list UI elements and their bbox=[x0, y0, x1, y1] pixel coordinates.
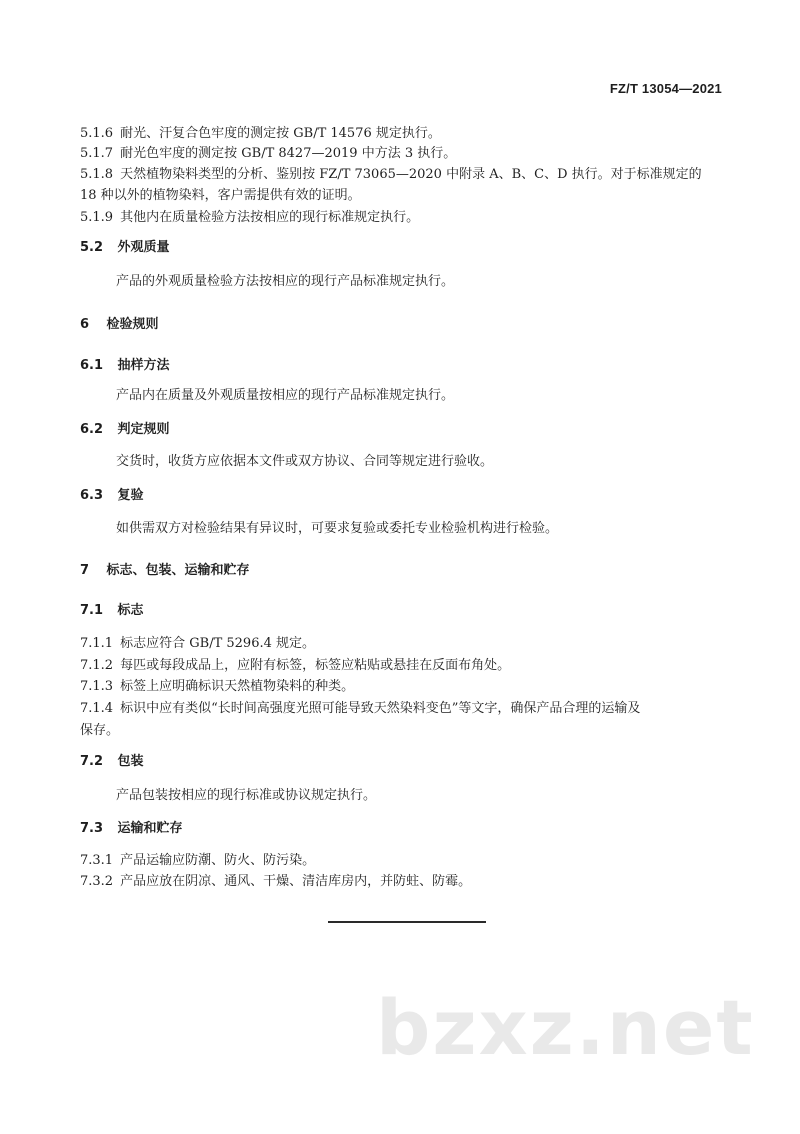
section-title: 包装 bbox=[117, 754, 144, 769]
clause-text: 产品应放在阴凉、通风、干燥、清洁库房内，并防蛀、防霉。 bbox=[120, 874, 472, 889]
clause-number: 7.3.1 bbox=[80, 853, 114, 868]
clause-number: 7.1.1 bbox=[80, 636, 114, 651]
clause-text: 标识中应有类似“长时间高强度光照可能导致天然染料变色”等文字，确保产品合理的运输及 bbox=[120, 701, 641, 716]
section-number: 6.3 bbox=[80, 488, 104, 503]
clause-number: 7.1.2 bbox=[80, 658, 114, 673]
section-6-2-body: 交货时，收货方应依据本文件或双方协议、合同等规定进行验收。 bbox=[116, 454, 494, 469]
clause-7-1-2 bbox=[80, 656, 510, 675]
clause-7-1-4-continued: 保存。 bbox=[80, 723, 120, 738]
clause-number: 7.1.4 bbox=[80, 701, 114, 716]
clause-text: 标签上应明确标识天然植物染料的种类。 bbox=[120, 679, 355, 694]
section-number: 6.2 bbox=[80, 422, 104, 437]
section-7-2-heading bbox=[80, 752, 144, 771]
section-number: 7.2 bbox=[80, 754, 104, 769]
clause-5-1-7 bbox=[80, 144, 456, 163]
clause-text: 每匹或每段成品上，应附有标签，标签应粘贴或悬挂在反面布角处。 bbox=[120, 658, 511, 673]
clause-text: 耐光色牢度的测定按 GB/T 8427—2019 中方法 3 执行。 bbox=[120, 146, 457, 161]
watermark: bzxz.net bbox=[376, 983, 755, 1072]
section-title: 抽样方法 bbox=[117, 358, 170, 373]
chapter-6-heading bbox=[80, 315, 159, 334]
clause-5-1-6 bbox=[80, 124, 441, 143]
clause-text: 耐光、汗复合色牢度的测定按 GB/T 14576 规定执行。 bbox=[120, 126, 441, 141]
clause-7-1-4 bbox=[80, 699, 640, 718]
section-5-2-heading bbox=[80, 238, 170, 257]
clause-text: 天然植物染料类型的分析、鉴别按 FZ/T 73065—2020 中附录 A、B、C、D 执行。对于标准规定的 bbox=[120, 167, 702, 182]
clause-number: 5.1.6 bbox=[80, 126, 114, 141]
clause-text: 标志应符合 GB/T 5296.4 规定。 bbox=[120, 636, 316, 651]
document-code: FZ/T 13054—2021 bbox=[609, 81, 722, 96]
clause-5-1-8-continued: 18 种以外的植物染料，客户需提供有效的证明。 bbox=[80, 188, 361, 203]
section-number: 6.1 bbox=[80, 358, 104, 373]
clause-number: 5.1.7 bbox=[80, 146, 114, 161]
end-rule bbox=[328, 921, 486, 923]
section-6-2-heading bbox=[80, 420, 170, 439]
clause-number: 5.1.9 bbox=[80, 210, 114, 225]
section-title: 判定规则 bbox=[117, 422, 170, 437]
chapter-number: 7 bbox=[80, 563, 90, 578]
section-5-2-body: 产品的外观质量检验方法按相应的现行产品标准规定执行。 bbox=[116, 274, 455, 289]
section-title: 复验 bbox=[117, 488, 144, 503]
section-6-3-body: 如供需双方对检验结果有异议时，可要求复验或委托专业检验机构进行检验。 bbox=[116, 521, 559, 536]
section-number: 5.2 bbox=[80, 240, 104, 255]
section-6-1-heading bbox=[80, 356, 170, 375]
section-6-1-body: 产品内在质量及外观质量按相应的现行产品标准规定执行。 bbox=[116, 388, 455, 403]
clause-number: 5.1.8 bbox=[80, 167, 114, 182]
section-7-3-heading bbox=[80, 819, 183, 838]
section-title: 外观质量 bbox=[117, 240, 170, 255]
clause-5-1-9 bbox=[80, 208, 419, 227]
clause-7-1-1 bbox=[80, 634, 315, 653]
section-7-1-heading bbox=[80, 601, 144, 620]
clause-5-1-8 bbox=[80, 165, 702, 184]
clause-number: 7.3.2 bbox=[80, 874, 114, 889]
clause-text: 其他内在质量检验方法按相应的现行标准规定执行。 bbox=[120, 210, 420, 225]
clause-7-1-3 bbox=[80, 677, 354, 696]
chapter-title: 标志、包装、运输和贮存 bbox=[106, 563, 250, 578]
section-title: 运输和贮存 bbox=[117, 821, 183, 836]
chapter-7-heading bbox=[80, 561, 250, 580]
section-6-3-heading bbox=[80, 486, 144, 505]
chapter-number: 6 bbox=[80, 317, 90, 332]
clause-7-3-1 bbox=[80, 851, 315, 870]
clause-7-3-2 bbox=[80, 872, 471, 891]
clause-text: 产品运输应防潮、防火、防污染。 bbox=[120, 853, 316, 868]
section-number: 7.3 bbox=[80, 821, 104, 836]
section-number: 7.1 bbox=[80, 603, 104, 618]
section-7-2-body: 产品包装按相应的现行标准或协议规定执行。 bbox=[116, 788, 377, 803]
clause-number: 7.1.3 bbox=[80, 679, 114, 694]
chapter-title: 检验规则 bbox=[106, 317, 159, 332]
section-title: 标志 bbox=[117, 603, 144, 618]
